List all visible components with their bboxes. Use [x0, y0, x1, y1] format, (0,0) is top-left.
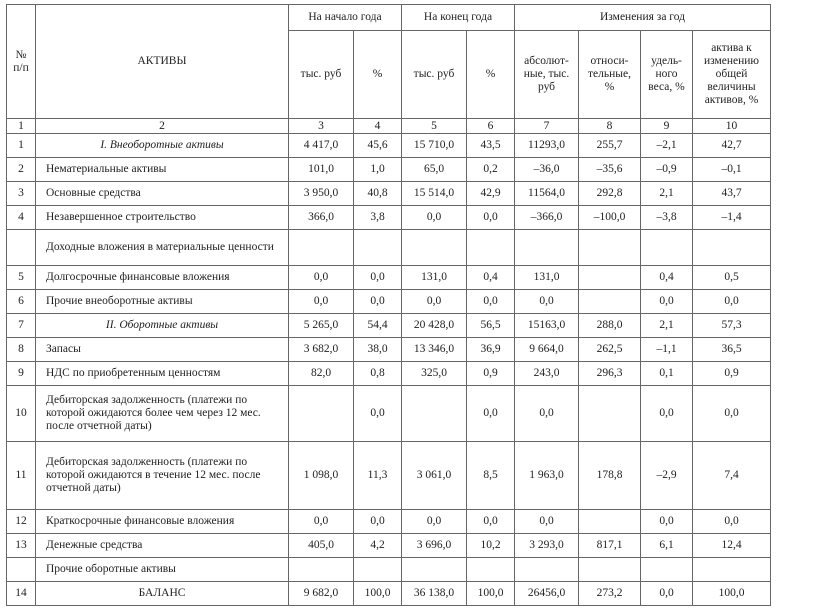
row-number: 13	[7, 534, 36, 558]
value-cell: 11,3	[354, 442, 402, 510]
column-number: 3	[289, 119, 354, 134]
value-cell: 13 346,0	[402, 338, 467, 362]
value-cell	[515, 230, 579, 266]
value-cell: 1,0	[354, 158, 402, 182]
value-cell: 0,8	[354, 362, 402, 386]
value-cell	[693, 558, 771, 582]
value-cell: 0,0	[693, 510, 771, 534]
value-cell: 273,2	[579, 582, 641, 606]
header-assets: АКТИВЫ	[36, 5, 289, 119]
column-number: 6	[467, 119, 515, 134]
row-number: 12	[7, 510, 36, 534]
value-cell: 0,0	[354, 510, 402, 534]
column-number: 7	[515, 119, 579, 134]
value-cell: 3 950,0	[289, 182, 354, 206]
value-cell: 54,4	[354, 314, 402, 338]
header-start-pct: %	[354, 31, 402, 119]
value-cell: 0,0	[515, 510, 579, 534]
table-row	[7, 206, 771, 230]
column-number: 5	[402, 119, 467, 134]
table-row	[7, 290, 771, 314]
value-cell: 0,0	[402, 510, 467, 534]
value-cell: 100,0	[693, 582, 771, 606]
value-cell: –2,9	[641, 442, 693, 510]
row-number: 4	[7, 206, 36, 230]
value-cell: 296,3	[579, 362, 641, 386]
value-cell: 3,8	[354, 206, 402, 230]
value-cell: 0,0	[354, 290, 402, 314]
value-cell: 36,5	[693, 338, 771, 362]
value-cell	[579, 290, 641, 314]
value-cell: 0,0	[289, 266, 354, 290]
table-row	[7, 230, 771, 266]
value-cell: –0,9	[641, 158, 693, 182]
value-cell: 101,0	[289, 158, 354, 182]
value-cell: –100,0	[579, 206, 641, 230]
value-cell: 9 664,0	[515, 338, 579, 362]
header-end-thousand-rub: тыс. руб	[402, 31, 467, 119]
row-number: 8	[7, 338, 36, 362]
value-cell: 0,5	[693, 266, 771, 290]
value-cell: 42,7	[693, 134, 771, 158]
value-cell: 0,4	[467, 266, 515, 290]
value-cell: 42,9	[467, 182, 515, 206]
row-number: 2	[7, 158, 36, 182]
value-cell	[579, 230, 641, 266]
row-number: 1	[7, 134, 36, 158]
row-label: Незавершенное строительство	[36, 206, 289, 230]
value-cell: 0,0	[515, 290, 579, 314]
value-cell	[515, 558, 579, 582]
row-label: Денежные средства	[36, 534, 289, 558]
header-total-change: актива к изменению общей величины активов, %	[693, 31, 771, 119]
value-cell: 0,0	[402, 290, 467, 314]
value-cell: 0,0	[354, 266, 402, 290]
assets-table	[6, 4, 771, 606]
header-num: № п/п	[7, 5, 36, 119]
value-cell: 131,0	[402, 266, 467, 290]
table-row	[7, 134, 771, 158]
value-cell: 0,0	[289, 510, 354, 534]
value-cell: 0,0	[641, 582, 693, 606]
row-number: 7	[7, 314, 36, 338]
table-row	[7, 534, 771, 558]
value-cell: 405,0	[289, 534, 354, 558]
table-row	[7, 442, 771, 510]
value-cell: 0,0	[289, 290, 354, 314]
value-cell: 82,0	[289, 362, 354, 386]
row-label: Нематериальные активы	[36, 158, 289, 182]
value-cell: 10,2	[467, 534, 515, 558]
row-label: НДС по приобретенным ценностям	[36, 362, 289, 386]
value-cell: 0,0	[467, 290, 515, 314]
row-label: Долгосрочные финансовые вложения	[36, 266, 289, 290]
header-rel-change: относи-тельные, %	[579, 31, 641, 119]
value-cell: –2,1	[641, 134, 693, 158]
value-cell	[289, 386, 354, 442]
value-cell: 3 061,0	[402, 442, 467, 510]
value-cell: 2,1	[641, 314, 693, 338]
value-cell: 36,9	[467, 338, 515, 362]
value-cell: 325,0	[402, 362, 467, 386]
row-number	[7, 230, 36, 266]
value-cell	[579, 558, 641, 582]
header-share-change: удель-ного веса, %	[641, 31, 693, 119]
value-cell: 3 682,0	[289, 338, 354, 362]
value-cell: 292,8	[579, 182, 641, 206]
value-cell: 26456,0	[515, 582, 579, 606]
row-number	[7, 558, 36, 582]
value-cell: 11564,0	[515, 182, 579, 206]
table-row	[7, 582, 771, 606]
value-cell: 0,9	[467, 362, 515, 386]
value-cell: 65,0	[402, 158, 467, 182]
value-cell: 0,2	[467, 158, 515, 182]
value-cell	[402, 386, 467, 442]
row-label: Прочие оборотные активы	[36, 558, 289, 582]
value-cell: 4 417,0	[289, 134, 354, 158]
value-cell: 0,0	[467, 386, 515, 442]
value-cell: 366,0	[289, 206, 354, 230]
table-row	[7, 266, 771, 290]
row-number: 5	[7, 266, 36, 290]
value-cell: 0,0	[467, 510, 515, 534]
value-cell	[402, 230, 467, 266]
row-label: Доходные вложения в материальные ценности	[36, 230, 289, 266]
table-row	[7, 182, 771, 206]
value-cell	[467, 558, 515, 582]
value-cell: 0,0	[467, 206, 515, 230]
value-cell	[354, 230, 402, 266]
column-number: 9	[641, 119, 693, 134]
value-cell: –0,1	[693, 158, 771, 182]
value-cell: 36 138,0	[402, 582, 467, 606]
row-label: Запасы	[36, 338, 289, 362]
value-cell: 11293,0	[515, 134, 579, 158]
value-cell: 43,7	[693, 182, 771, 206]
value-cell: 20 428,0	[402, 314, 467, 338]
value-cell	[693, 230, 771, 266]
value-cell	[641, 230, 693, 266]
value-cell: 9 682,0	[289, 582, 354, 606]
value-cell: 0,0	[641, 290, 693, 314]
row-label: I. Внеоборотные активы	[36, 134, 289, 158]
header-end-year: На конец года	[402, 5, 515, 31]
value-cell	[467, 230, 515, 266]
value-cell: 0,0	[693, 386, 771, 442]
value-cell: 243,0	[515, 362, 579, 386]
value-cell: 0,0	[641, 510, 693, 534]
value-cell: 100,0	[354, 582, 402, 606]
row-number: 3	[7, 182, 36, 206]
value-cell: 178,8	[579, 442, 641, 510]
column-number: 2	[36, 119, 289, 134]
value-cell: 12,4	[693, 534, 771, 558]
value-cell: –3,8	[641, 206, 693, 230]
table-row	[7, 558, 771, 582]
value-cell: 38,0	[354, 338, 402, 362]
value-cell: 43,5	[467, 134, 515, 158]
table-row	[7, 362, 771, 386]
column-number: 4	[354, 119, 402, 134]
value-cell	[354, 558, 402, 582]
row-number: 9	[7, 362, 36, 386]
value-cell: 262,5	[579, 338, 641, 362]
row-label: БАЛАНС	[36, 582, 289, 606]
value-cell: 45,6	[354, 134, 402, 158]
header-end-pct: %	[467, 31, 515, 119]
row-number: 14	[7, 582, 36, 606]
row-label: Дебиторская задолженность (платежи по которой ожидаются более чем через 12 мес. после отчетной даты)	[36, 386, 289, 442]
row-label: Краткосрочные финансовые вложения	[36, 510, 289, 534]
row-number: 6	[7, 290, 36, 314]
value-cell	[289, 230, 354, 266]
table-row	[7, 510, 771, 534]
value-cell: 0,0	[354, 386, 402, 442]
value-cell: 0,0	[641, 386, 693, 442]
row-label: Основные средства	[36, 182, 289, 206]
value-cell: 8,5	[467, 442, 515, 510]
row-number: 10	[7, 386, 36, 442]
value-cell: 2,1	[641, 182, 693, 206]
value-cell: –366,0	[515, 206, 579, 230]
value-cell: 3 696,0	[402, 534, 467, 558]
table-row	[7, 158, 771, 182]
value-cell: 0,1	[641, 362, 693, 386]
value-cell: 7,4	[693, 442, 771, 510]
table-row	[7, 386, 771, 442]
value-cell: 0,0	[402, 206, 467, 230]
row-number: 11	[7, 442, 36, 510]
value-cell: 0,9	[693, 362, 771, 386]
header-start-thousand-rub: тыс. руб	[289, 31, 354, 119]
value-cell: 0,0	[515, 386, 579, 442]
value-cell: 0,0	[693, 290, 771, 314]
table-row	[7, 314, 771, 338]
column-number-row	[7, 119, 771, 134]
header-start-year: На начало года	[289, 5, 402, 31]
value-cell: 288,0	[579, 314, 641, 338]
header-changes: Изменения за год	[515, 5, 771, 31]
header-abs-change: абсолют-ные, тыс. руб	[515, 31, 579, 119]
value-cell: 56,5	[467, 314, 515, 338]
row-label: II. Оборотные активы	[36, 314, 289, 338]
value-cell: –35,6	[579, 158, 641, 182]
value-cell	[641, 558, 693, 582]
value-cell	[579, 386, 641, 442]
value-cell	[289, 558, 354, 582]
value-cell: 5 265,0	[289, 314, 354, 338]
table-row	[7, 338, 771, 362]
value-cell	[579, 510, 641, 534]
value-cell: 15163,0	[515, 314, 579, 338]
column-number: 10	[693, 119, 771, 134]
row-label: Дебиторская задолженность (платежи по которой ожидаются в течение 12 мес. после отчетной даты)	[36, 442, 289, 510]
value-cell: 40,8	[354, 182, 402, 206]
value-cell: 1 098,0	[289, 442, 354, 510]
row-label: Прочие внеоборотные активы	[36, 290, 289, 314]
value-cell: 3 293,0	[515, 534, 579, 558]
value-cell: 131,0	[515, 266, 579, 290]
value-cell	[579, 266, 641, 290]
value-cell	[402, 558, 467, 582]
column-number: 1	[7, 119, 36, 134]
column-number: 8	[579, 119, 641, 134]
value-cell: 15 710,0	[402, 134, 467, 158]
value-cell: –1,4	[693, 206, 771, 230]
value-cell: 4,2	[354, 534, 402, 558]
value-cell: 6,1	[641, 534, 693, 558]
value-cell: 1 963,0	[515, 442, 579, 510]
value-cell: –36,0	[515, 158, 579, 182]
value-cell: 0,4	[641, 266, 693, 290]
value-cell: –1,1	[641, 338, 693, 362]
value-cell: 255,7	[579, 134, 641, 158]
value-cell: 100,0	[467, 582, 515, 606]
value-cell: 817,1	[579, 534, 641, 558]
value-cell: 57,3	[693, 314, 771, 338]
value-cell: 15 514,0	[402, 182, 467, 206]
